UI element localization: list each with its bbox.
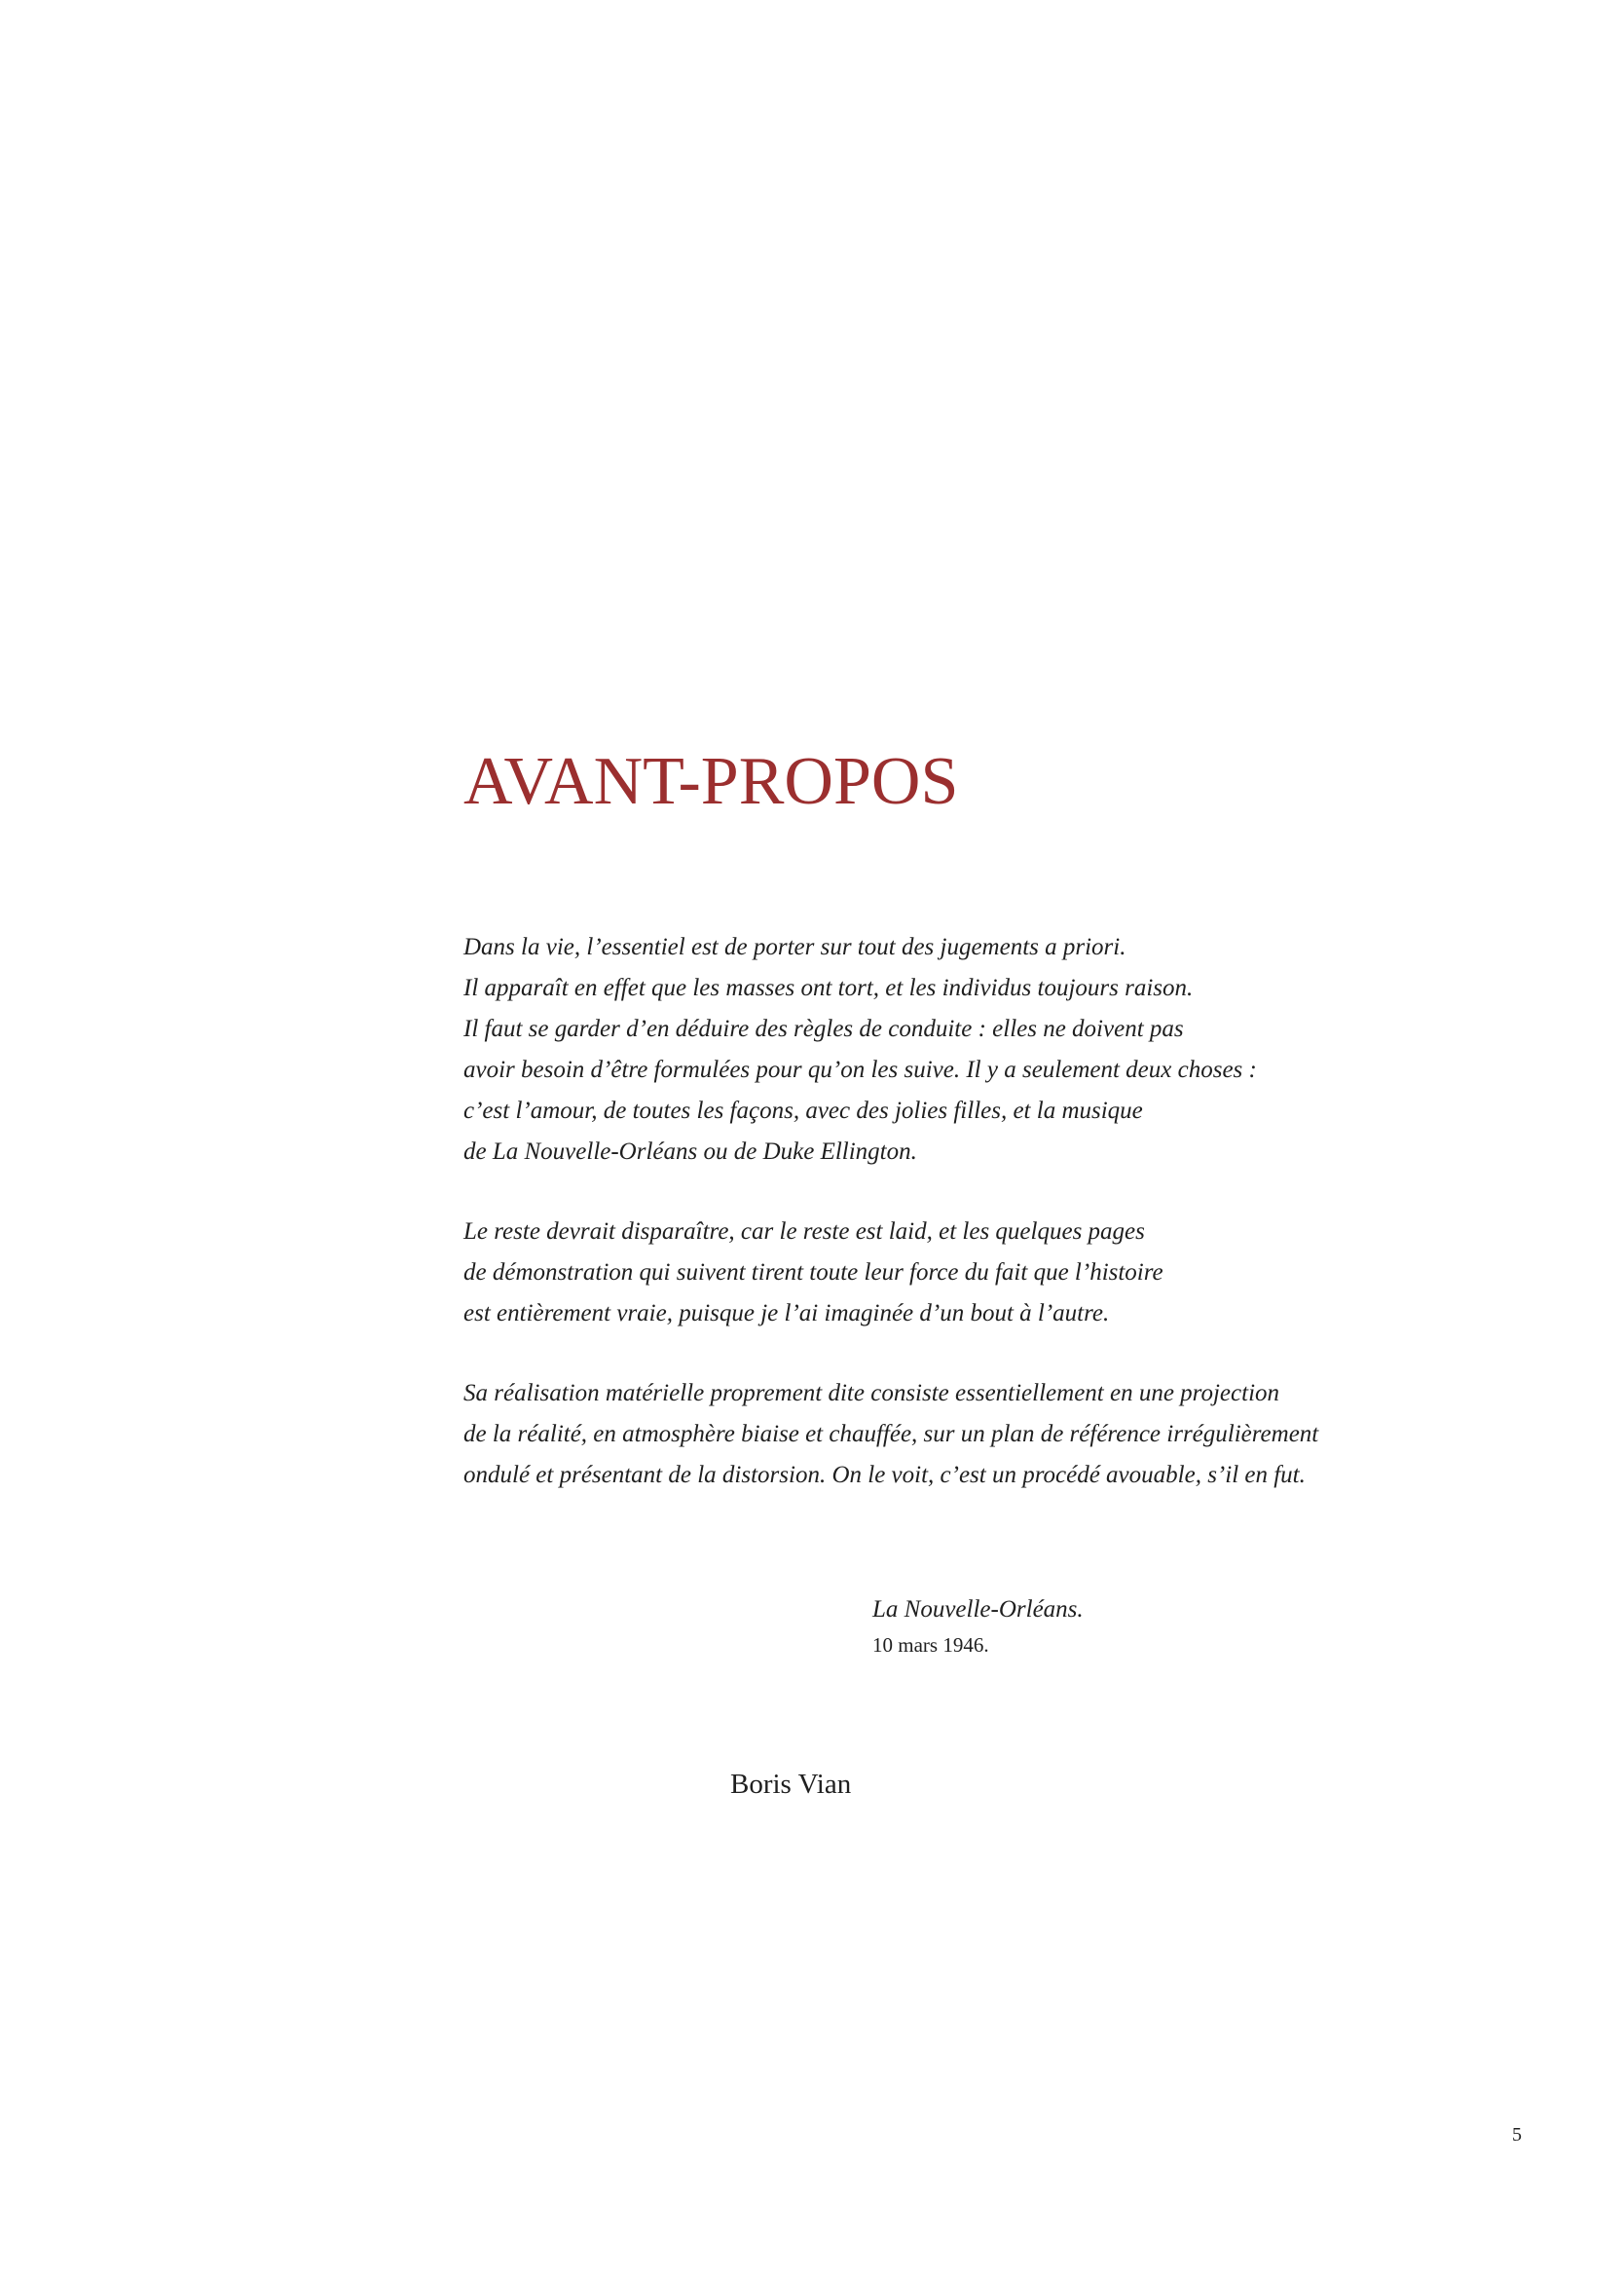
author-name: Boris Vian [730, 1769, 852, 1800]
page-number: 5 [1512, 2124, 1522, 2146]
signature-date: 10 mars 1946. [872, 1633, 989, 1657]
paragraph-2 [463, 1212, 1457, 1334]
paragraph-1 [463, 927, 1457, 1173]
paragraph-line: de La Nouvelle-Orléans ou de Duke Ellington. [463, 1138, 917, 1165]
paragraph-line: Le reste devrait disparaître, car le reste est laid, et les quelques pages [463, 1218, 1145, 1245]
paragraph-line: est entièrement vraie, puisque je l’ai imaginée d’un bout à l’autre. [463, 1300, 1110, 1326]
paragraph-line: c’est l’amour, de toutes les façons, avec des jolies filles, et la musique [463, 1098, 1143, 1124]
paragraph-line: de démonstration qui suivent tirent toute leur force du fait que l’histoire [463, 1259, 1163, 1286]
paragraph-line: de la réalité, en atmosphère biaise et chauffée, sur un plan de référence irrégulièrement [463, 1421, 1319, 1447]
paragraph-line: Il apparaît en effet que les masses ont tort, et les individus toujours raison. [463, 975, 1194, 1001]
paragraph-3 [463, 1373, 1457, 1496]
paragraph-line: Dans la vie, l’essentiel est de porter sur tout des jugements a priori. [463, 934, 1126, 960]
paragraph-line: avoir besoin d’être formulées pour qu’on les suive. Il y a seulement deux choses : [463, 1057, 1257, 1083]
signature-place: La Nouvelle-Orléans. [872, 1596, 1084, 1623]
paragraph-line: Sa réalisation matérielle proprement dite consiste essentiellement en une projection [463, 1380, 1280, 1406]
paragraph-line: ondulé et présentant de la distorsion. On le voit, c’est un procédé avouable, s’il en fut. [463, 1462, 1306, 1488]
page-title: AVANT-PROPOS [463, 744, 959, 819]
paragraph-line: Il faut se garder d’en déduire des règles de conduite : elles ne doivent pas [463, 1016, 1184, 1042]
foreword-body [463, 927, 1457, 1535]
